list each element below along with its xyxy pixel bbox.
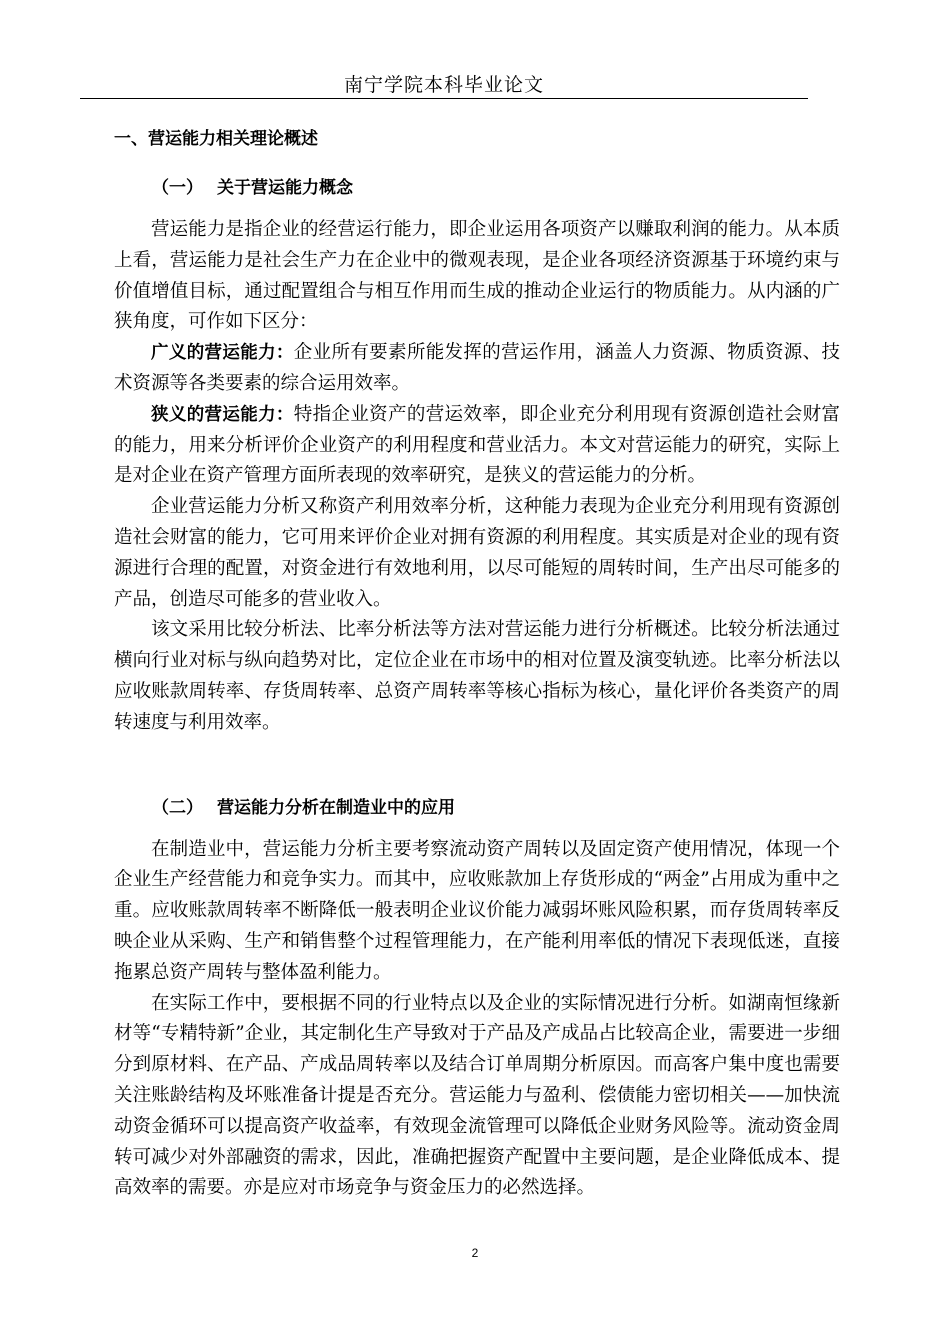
paragraph: 在制造业中，营运能力分析主要考察流动资产周转以及固定资产使用情况，体现一个企业生产经营能力和竞争实力。而其中，应收账款加上存货形成的“两金”占用成为重中之重。应收账款周转率不断降低一般表明企业议价能力减弱坏账风险积累，而存货周转率反映企业从采购、生产和销售整个过程管理能力，在产能利用率低的情况下表现低迷，直接拖累总资产周转与整体盈利能力。 bbox=[114, 838, 840, 983]
subsection-title: 关于营运能力概念 bbox=[217, 178, 353, 198]
paragraph bbox=[114, 338, 840, 400]
paragraph: 营运能力是指企业的经营运行能力，即企业运用各项资产以赚取利润的能力。从本质上看，营运能力是社会生产力在企业中的微观表现，是企业各项经济资源基于环境约束与价值增值目标，通过配置组合与相互作用而生成的推动企业运行的物质能力。从内涵的广狭角度，可作如下区分： bbox=[114, 219, 840, 333]
term-label: 广义的营运能力： bbox=[151, 343, 294, 364]
paragraph: 企业营运能力分析又称资产利用效率分析，这种能力表现为企业充分利用现有资源创造社会财富的能力，它可用来评价企业对拥有资源的利用程度。其实质是对企业的现有资源进行合理的配置，对资金进行有效地利用，以尽可能短的周转时间，生产出尽可能多的产品，创造尽可能多的营业收入。 bbox=[114, 496, 840, 610]
paragraph: 在实际工作中，要根据不同的行业特点以及企业的实际情况进行分析。如湖南恒缘新材等“专精特新”企业，其定制化生产导致对于产品及产成品占比较高企业，需要进一步细分到原材料、在产品、产成品周转率以及结合订单周期分析原因。而高客户集中度也需要关注账龄结构及坏账准备计提是否充分。营运能力与盈利、偿债能力密切相关——加快流动资金循环可以提高资产收益率，有效现金流管理可以降低企业财务风险等。流动资金周转可减少对外部融资的需求，因此，准确把握资产配置中主要问题，是企业降低成本、提高效率的需要。亦是应对市场竞争与资金压力的必然选择。 bbox=[114, 992, 840, 1199]
subsection-heading-1 bbox=[114, 171, 840, 205]
term-definition: 企业所有要素所能发挥的营运作用，涵盖人力资源、物质资源、技术资源等各类要素的综合运用效率。 bbox=[114, 342, 840, 394]
header-rule bbox=[80, 98, 808, 99]
subsection-heading-2 bbox=[114, 791, 840, 825]
subsection-number: （二） bbox=[152, 797, 203, 818]
spacer bbox=[114, 739, 840, 791]
paragraph bbox=[114, 400, 840, 492]
subsection-title: 营运能力分析在制造业中的应用 bbox=[217, 797, 455, 818]
page-number: 2 bbox=[471, 1246, 479, 1260]
term-label: 狭义的营运能力： bbox=[151, 404, 294, 425]
term-definition: 特指企业资产的营运效率，即企业充分利用现有资源创造社会财富的能力，用来分析评价企业资产的利用程度和营业活力。本文对营运能力的研究，实际上是对企业在资产管理方面所表现的效率研究，是狭义的营运能力的分析。 bbox=[114, 403, 840, 487]
subsection-number: （一） bbox=[152, 178, 203, 198]
section-heading: 一、营运能力相关理论概述 bbox=[114, 129, 318, 149]
document-body bbox=[114, 125, 840, 1204]
paragraph: 该文采用比较分析法、比率分析法等方法对营运能力进行分析概述。比较分析法通过横向行业对标与纵向趋势对比，定位企业在市场中的相对位置及演变轨迹。比率分析法以应收账款周转率、存货周转率、总资产周转率等核心指标为核心，量化评价各类资产的周转速度与利用效率。 bbox=[114, 619, 840, 733]
page-header-title: 南宁学院本科毕业论文 bbox=[343, 74, 544, 96]
